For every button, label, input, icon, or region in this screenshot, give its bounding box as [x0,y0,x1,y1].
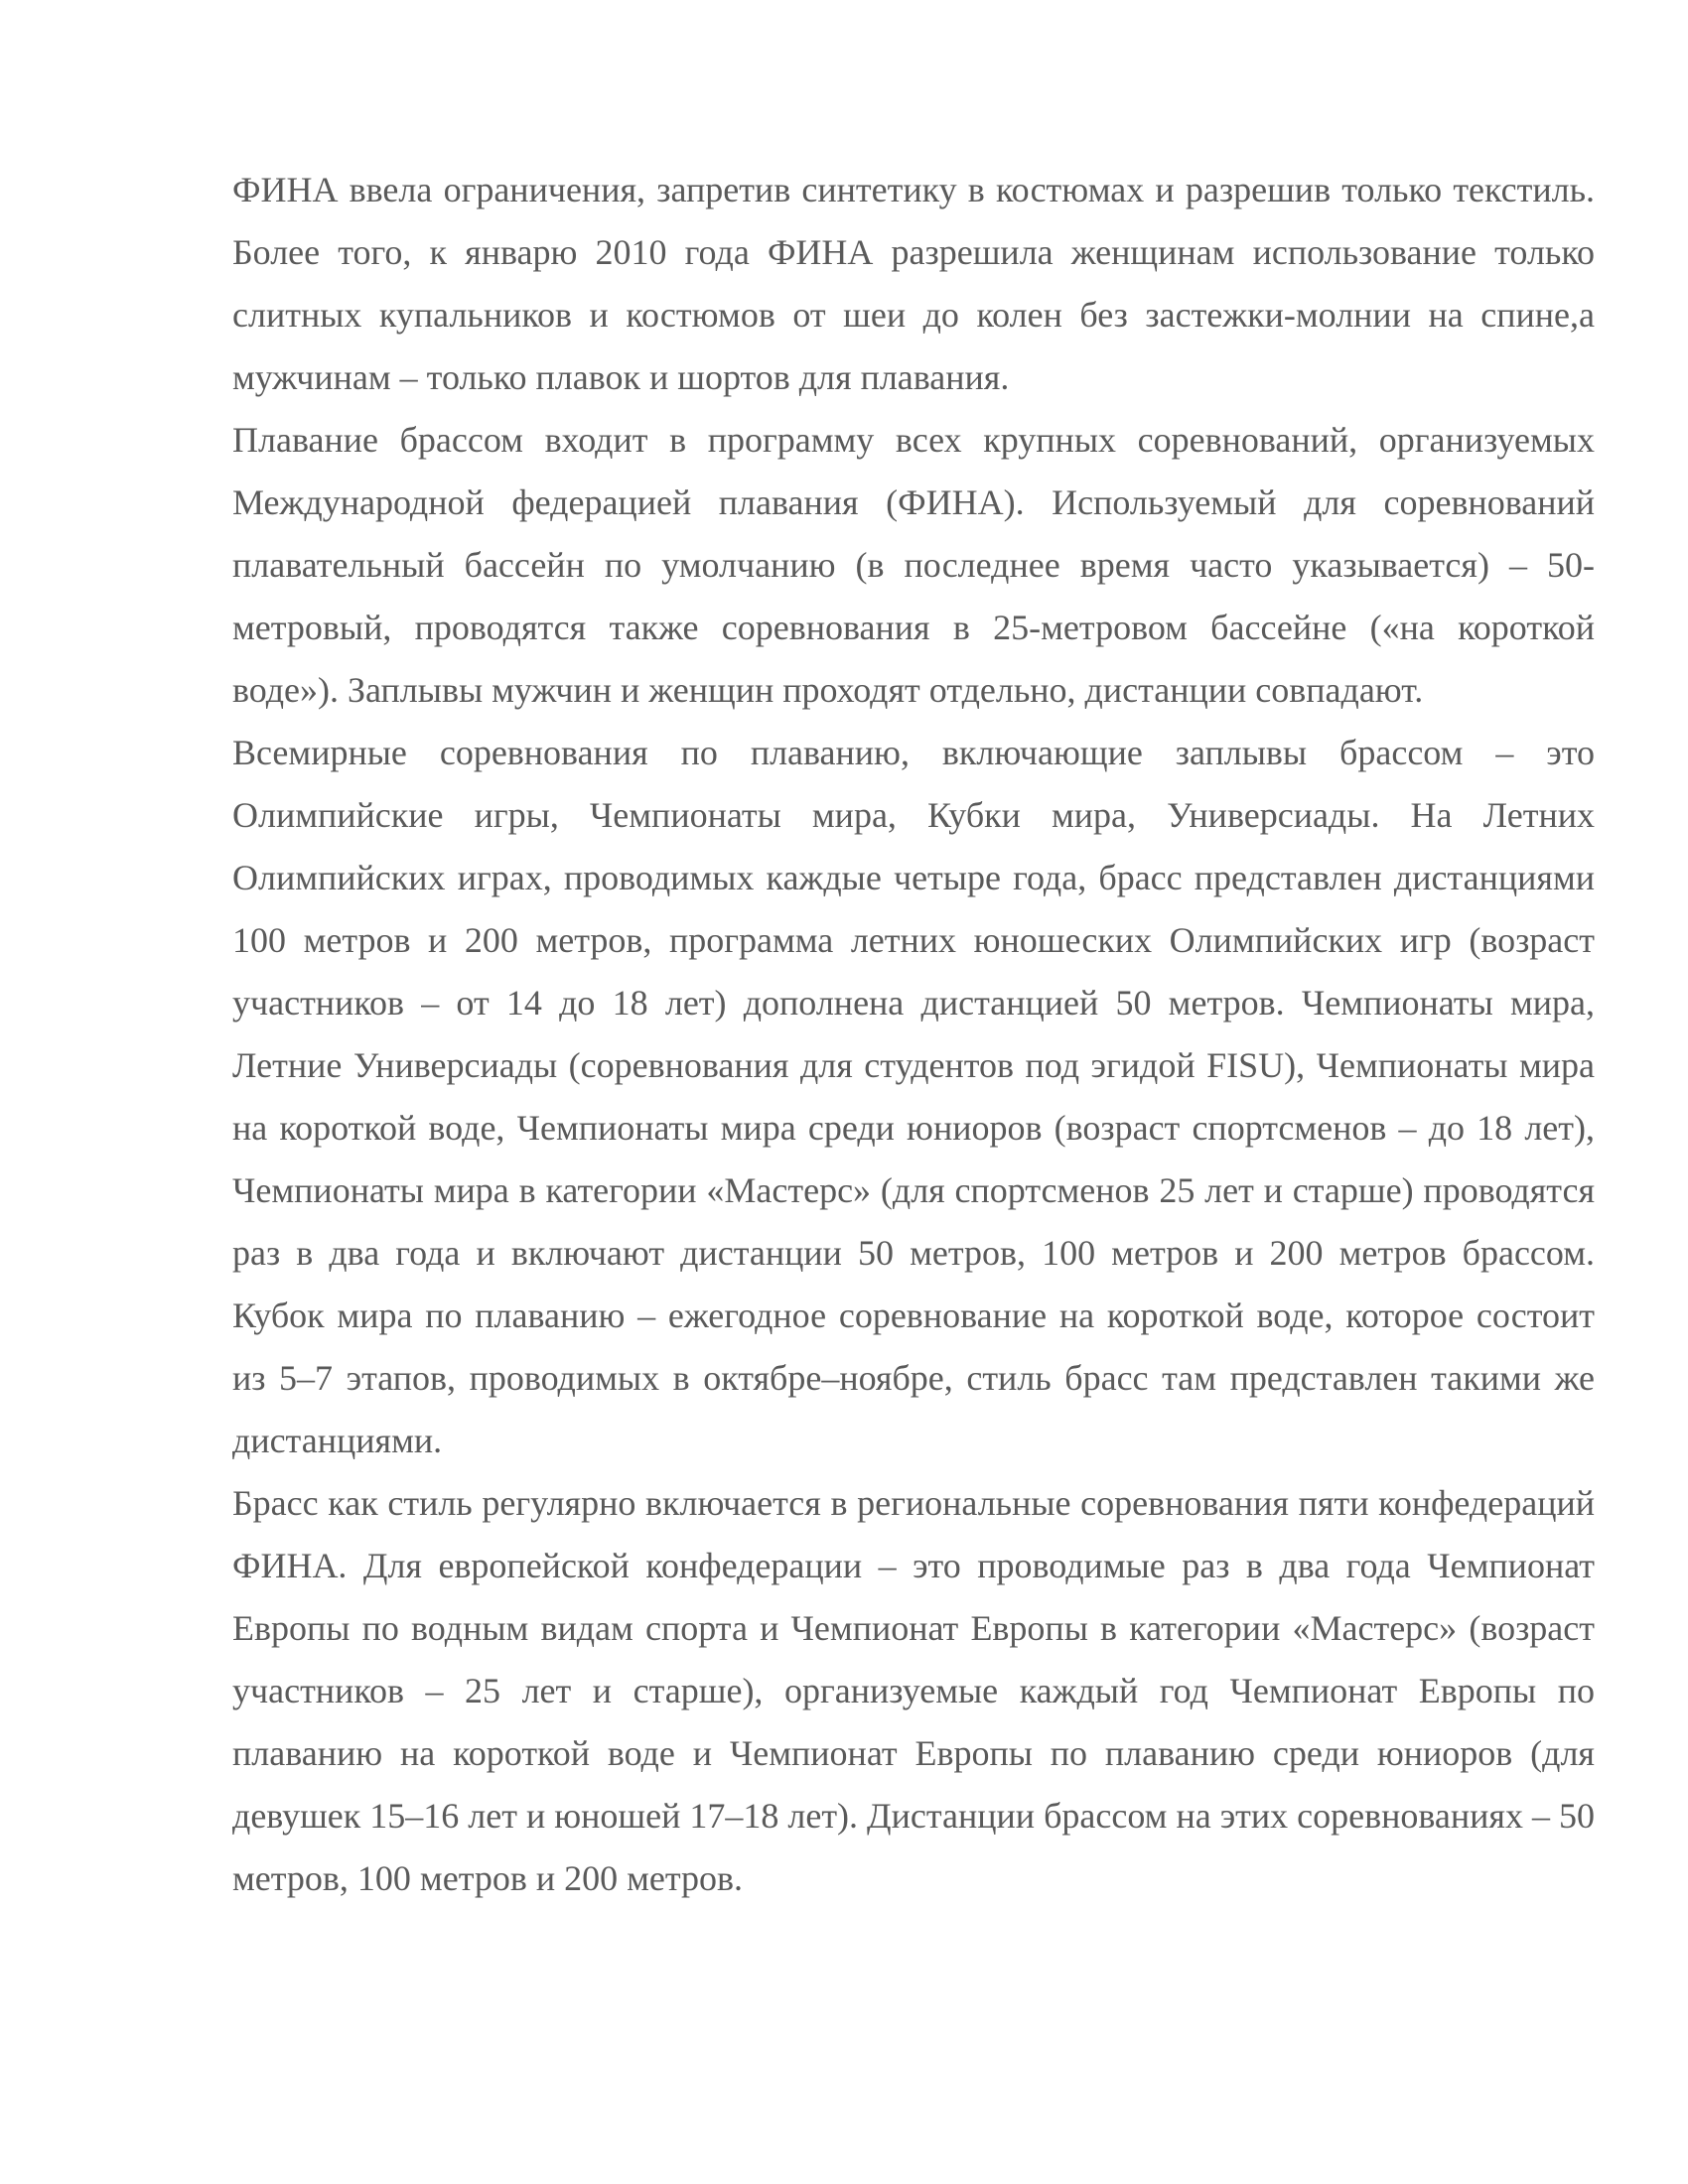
paragraph-breaststroke-competitions: Плавание брассом входит в программу всех крупных соревнований, организуемых Международной федерацией плавания (ФИНА). Используемый для соревнований плавательный бассейн по умолчанию (в последнее время часто указывается) – 50-метровый, проводятся также соревнования в 25-метровом бассейне («на короткой воде»). Заплывы мужчин и женщин проходят отдельно, дистанции совпадают. [232,420,1595,710]
paragraph-world-competitions: Всемирные соревнования по плаванию, включающие заплывы брассом – это Олимпийские игры, Чемпионаты мира, Кубки мира, Универсиады. На Летних Олимпийских играх, проводимых каждые четыре года, брасс представлен дистанциями 100 метров и 200 метров, программа летних юношеских Олимпийских игр (возраст участников – от 14 до 18 лет) дополнена дистанцией 50 метров. Чемпионаты мира, Летние Универсиады (соревнования для студентов под эгидой FISU), Чемпионаты мира на короткой воде, Чемпионаты мира среди юниоров (возраст спортсменов – до 18 лет), Чемпионаты мира в категории «Мастерс» (для спортсменов 25 лет и старше) проводятся раз в два года и включают дистанции 50 метров, 100 метров и 200 метров брассом. Кубок мира по плаванию – ежегодное соревнование на короткой воде, которое состоит из 5–7 этапов, проводимых в октябре–ноябре, стиль брасс там представлен такими же дистанциями. [232,733,1595,1460]
document-page [232,159,1595,1910]
paragraph-fina-restrictions: ФИНА ввела ограничения, запретив синтетику в костюмах и разрешив только текстиль. Более того, к январю 2010 года ФИНА разрешила женщинам использование только слитных купальников и костюмов от шеи до колен без застежки-молнии на спине,а мужчинам – только плавок и шортов для плавания. [232,170,1595,397]
paragraph-regional-competitions: Брасс как стиль регулярно включается в региональные соревнования пяти конфедераций ФИНА. Для европейской конфедерации – это проводимые раз в два года Чемпионат Европы по водным видам спорта и Чемпионат Европы в категории «Мастерс» (возраст участников – 25 лет и старше), организуемые каждый год Чемпионат Европы по плаванию на короткой воде и Чемпионат Европы по плаванию среди юниоров (для девушек 15–16 лет и юношей 17–18 лет). Дистанции брассом на этих соревнованиях – 50 метров, 100 метров и 200 метров. [232,1483,1595,1898]
